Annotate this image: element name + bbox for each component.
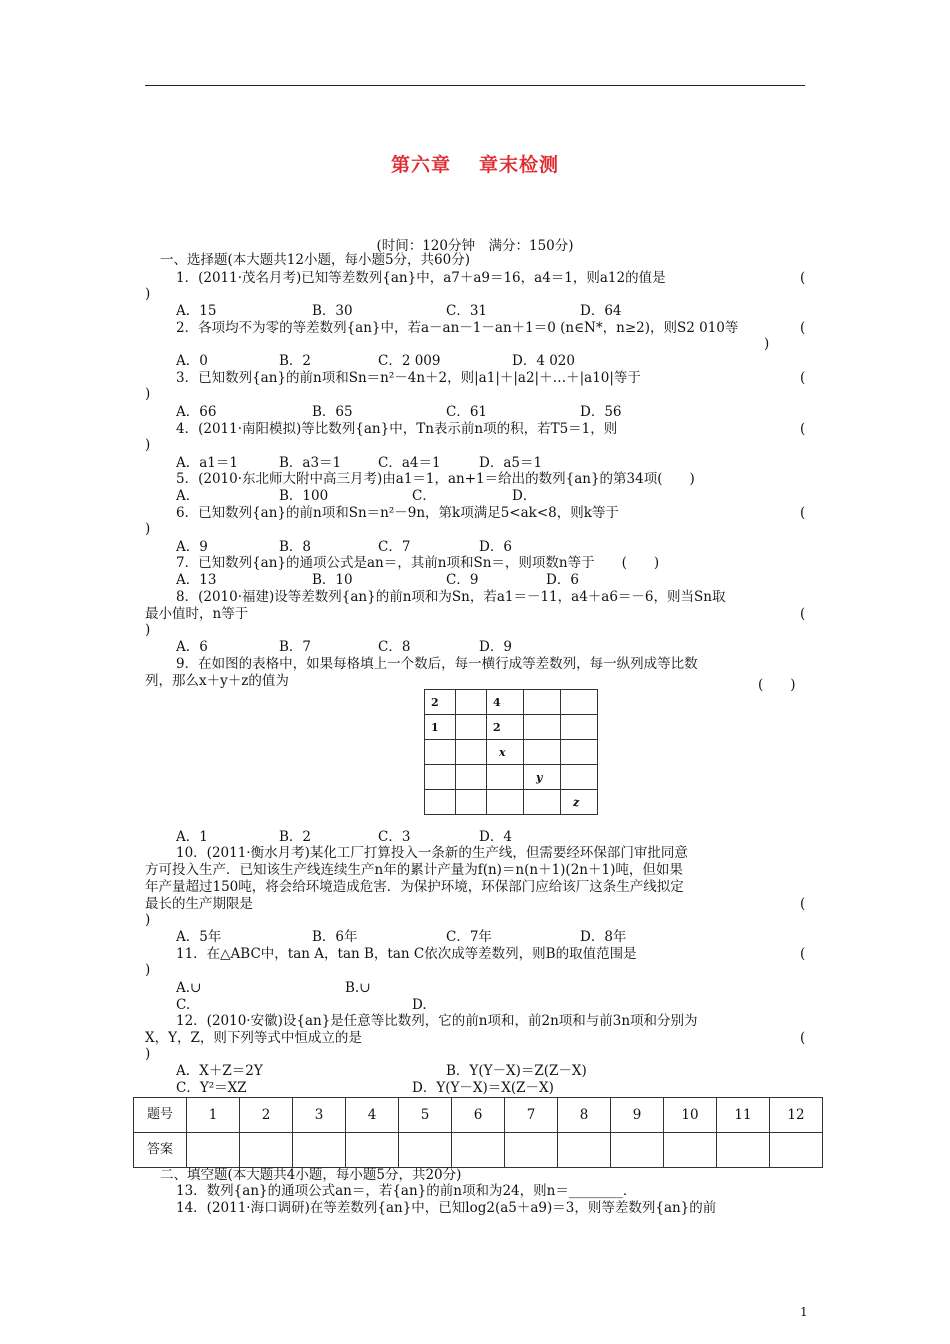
answer-cell[interactable] xyxy=(452,1133,505,1168)
question-number: 10 xyxy=(664,1098,717,1133)
answer-paren-close: ) xyxy=(145,912,151,928)
answer-paren-close: ) xyxy=(145,521,151,537)
chapter-subtitle: 章末检测 xyxy=(479,154,560,176)
option: A.∪ xyxy=(176,980,202,996)
grid-cell: 1 xyxy=(425,715,456,740)
grid-cell xyxy=(425,765,456,790)
option: C．2 009 xyxy=(378,353,441,369)
answer-paren-open: ( xyxy=(800,270,806,286)
answer-cell[interactable] xyxy=(770,1133,823,1168)
option: A．1 xyxy=(176,829,208,845)
option: C．a4＝1 xyxy=(378,455,441,471)
grid-cell-x: x xyxy=(487,740,524,765)
answer-paren-close: ) xyxy=(145,1046,151,1062)
page-number: 1 xyxy=(800,1305,808,1319)
grid-cell xyxy=(456,790,487,815)
answer-cell[interactable] xyxy=(717,1133,770,1168)
option: D．6 xyxy=(479,539,512,555)
answer-paren-open: ( xyxy=(800,370,806,386)
option: B．100 xyxy=(279,488,329,504)
question-number: 2 xyxy=(240,1098,293,1133)
question-10-cont: 年产量超过150吨，将会给环境造成危害．为保护环境，环保部门应给该厂这条生产线拟定 xyxy=(145,879,684,895)
grid-cell xyxy=(425,790,456,815)
answer-paren-open: ( xyxy=(800,946,806,962)
question-number: 3 xyxy=(293,1098,346,1133)
option: A． xyxy=(176,488,200,504)
option: B．30 xyxy=(312,303,353,319)
answer-paren-open: ( xyxy=(800,320,806,336)
question-number: 7 xyxy=(505,1098,558,1133)
answer-paren-open: ( xyxy=(800,606,806,622)
option: D．9 xyxy=(479,639,512,655)
answer-paren-close: ) xyxy=(145,437,151,453)
grid-cell xyxy=(456,765,487,790)
grid-cell xyxy=(524,740,561,765)
option: C．7 xyxy=(378,539,411,555)
grid-cell-y: y xyxy=(524,765,561,790)
question-7: 7．已知数列{an}的通项公式是an＝，其前n项和Sn＝，则项数n等于 ( ) xyxy=(176,555,660,571)
question-1: 1．(2011·茂名月考)已知等差数列{an}中，a7＋a9＝16，a4＝1，则a12的值是 xyxy=(176,270,666,286)
answer-paren-close: ) xyxy=(145,286,151,302)
section-heading: 一、选择题(本大题共12小题，每小题5分，共60分) xyxy=(160,252,470,268)
question-4: 4．(2011·南阳模拟)等比数列{an}中，Tn表示前n项的积，若T5＝1，则 xyxy=(176,421,618,437)
question-number: 12 xyxy=(770,1098,823,1133)
answer-paren-open: ( xyxy=(800,421,806,437)
option: A．15 xyxy=(176,303,217,319)
answer-table xyxy=(133,1097,823,1168)
table-row xyxy=(134,1133,823,1168)
answer-cell[interactable] xyxy=(346,1133,399,1168)
chapter-label: 第六章 xyxy=(390,154,451,176)
question-number: 8 xyxy=(558,1098,611,1133)
option: D．4 020 xyxy=(512,353,575,369)
option: A．0 xyxy=(176,353,208,369)
question-number: 4 xyxy=(346,1098,399,1133)
option: D．a5＝1 xyxy=(479,455,543,471)
option: C． xyxy=(412,488,436,504)
question-2: 2．各项均不为零的等差数列{an}中，若a－an－1－an＋1＝0 (n∈N*，n≥2)，则S2 010等 xyxy=(176,320,739,336)
option: C．31 xyxy=(446,303,488,319)
option: D． xyxy=(512,488,537,504)
option: D．8年 xyxy=(580,929,627,945)
question-12: 12．(2010·安徽)设{an}是任意等比数列，它的前n项和，前2n项和与前3n项和分别为 xyxy=(176,1013,698,1029)
grid-cell xyxy=(456,690,487,715)
grid-cell xyxy=(487,765,524,790)
section-heading: 二、填空题(本大题共4小题，每小题5分，共20分) xyxy=(160,1167,462,1183)
grid-cell xyxy=(561,690,598,715)
answer-cell[interactable] xyxy=(187,1133,240,1168)
option: A．13 xyxy=(176,572,217,588)
option: D．6 xyxy=(546,572,579,588)
option: C．Y²＝XZ xyxy=(176,1080,247,1096)
table-row xyxy=(134,1098,823,1133)
page-title xyxy=(0,150,950,177)
option: A．66 xyxy=(176,404,217,420)
question-14: 14．(2011·海口调研)在等差数列{an}中，已知log2(a5＋a9)＝3，则等差数列{an}的前 xyxy=(176,1200,717,1216)
option: A．9 xyxy=(176,539,208,555)
answer-paren-close: ) xyxy=(145,962,151,978)
grid-cell xyxy=(456,715,487,740)
question-13: 13．数列{an}的通项公式an＝，若{an}的前n项和为24，则n＝________． xyxy=(176,1183,637,1199)
row-header-number: 题号 xyxy=(134,1098,187,1133)
option: A．X＋Z＝2Y xyxy=(176,1063,263,1079)
option: B．10 xyxy=(312,572,353,588)
answer-cell[interactable] xyxy=(399,1133,452,1168)
option: B．2 xyxy=(279,353,312,369)
option: D．4 xyxy=(479,829,512,845)
option: B．a3＝1 xyxy=(279,455,342,471)
question-12-cont: X，Y，Z，则下列等式中恒成立的是 xyxy=(145,1030,362,1046)
question-number: 9 xyxy=(611,1098,664,1133)
question-9-cont: 列，那么x＋y＋z的值为 xyxy=(145,673,289,689)
question-10: 10．(2011·衡水月考)某化工厂打算投入一条新的生产线，但需要经环保部门审批同意 xyxy=(176,845,688,861)
grid-cell xyxy=(561,740,598,765)
grid-cell xyxy=(524,790,561,815)
grid-cell: 4 xyxy=(487,690,524,715)
grid-cell xyxy=(425,740,456,765)
question-number: 5 xyxy=(399,1098,452,1133)
option: B．65 xyxy=(312,404,353,420)
answer-cell[interactable] xyxy=(293,1133,346,1168)
option: C．3 xyxy=(378,829,411,845)
option: A．6 xyxy=(176,639,208,655)
header-rule xyxy=(145,85,805,86)
option: B．8 xyxy=(279,539,312,555)
question-8: 8．(2010·福建)设等差数列{an}的前n项和为Sn，若a1＝－11，a4＋a6＝－6，则当Sn取 xyxy=(176,589,726,605)
grid-cell: 2 xyxy=(487,715,524,740)
option: C．61 xyxy=(446,404,488,420)
answer-cell[interactable] xyxy=(505,1133,558,1168)
grid-cell xyxy=(487,790,524,815)
option: C．8 xyxy=(378,639,411,655)
option: D．56 xyxy=(580,404,622,420)
option: B．2 xyxy=(279,829,312,845)
question-3: 3．已知数列{an}的前n项和Sn＝n²－4n＋2，则|a1|＋|a2|＋…＋|a10|等于 xyxy=(176,370,641,386)
row-header-answer: 答案 xyxy=(134,1133,187,1168)
exam-meta: (时间：120分钟 满分：150分) xyxy=(376,238,574,254)
question-6: 6．已知数列{an}的前n项和Sn＝n²－9n，第k项满足5<ak<8，则k等于 xyxy=(176,505,619,521)
question-number: 1 xyxy=(187,1098,240,1133)
question-5: 5．(2010·东北师大附中高三月考)由a1＝1，an+1＝给出的数列{an}的第34项( ) xyxy=(176,471,695,487)
answer-paren: ( ) xyxy=(758,677,796,693)
option: B．Y(Y－X)＝Z(Z－X) xyxy=(446,1063,587,1079)
option: B.∪ xyxy=(345,980,371,996)
question-11: 11．在△ABC中，tan A，tan B，tan C依次成等差数列，则B的取值范围是 xyxy=(176,946,637,962)
answer-paren-close: ) xyxy=(145,386,151,402)
grid-cell xyxy=(456,740,487,765)
grid-cell xyxy=(524,715,561,740)
question-10-cont: 最长的生产期限是 xyxy=(145,896,253,912)
option: B．7 xyxy=(279,639,312,655)
answer-paren-close: ) xyxy=(764,336,770,352)
question-number: 6 xyxy=(452,1098,505,1133)
answer-paren-open: ( xyxy=(800,505,806,521)
answer-paren-open: ( xyxy=(800,896,806,912)
option: A．5年 xyxy=(176,929,222,945)
option: B．6年 xyxy=(312,929,358,945)
answer-cell[interactable] xyxy=(611,1133,664,1168)
option: C．7年 xyxy=(446,929,492,945)
option: D．64 xyxy=(580,303,622,319)
answer-paren-close: ) xyxy=(145,622,151,638)
question-10-cont: 方可投入生产．已知该生产线连续生产n年的累计产量为f(n)＝n(n＋1)(2n＋1)吨，但如果 xyxy=(145,862,683,878)
grid-cell: 2 xyxy=(425,690,456,715)
number-grid xyxy=(424,689,598,815)
grid-cell-z: z xyxy=(561,790,598,815)
question-number: 11 xyxy=(717,1098,770,1133)
option: D. xyxy=(412,997,427,1013)
answer-cell[interactable] xyxy=(558,1133,611,1168)
grid-cell xyxy=(524,690,561,715)
question-9: 9．在如图的表格中，如果每格填上一个数后，每一横行成等差数列，每一纵列成等比数 xyxy=(176,656,698,672)
question-8-cont: 最小值时，n等于 xyxy=(145,606,249,622)
option: D．Y(Y－X)＝X(Z－X) xyxy=(412,1080,554,1096)
answer-cell[interactable] xyxy=(240,1133,293,1168)
answer-cell[interactable] xyxy=(664,1133,717,1168)
option: C．9 xyxy=(446,572,479,588)
grid-cell xyxy=(561,715,598,740)
grid-cell xyxy=(561,765,598,790)
option: C. xyxy=(176,997,191,1013)
option: A．a1＝1 xyxy=(176,455,238,471)
answer-paren-open: ( xyxy=(800,1030,806,1046)
